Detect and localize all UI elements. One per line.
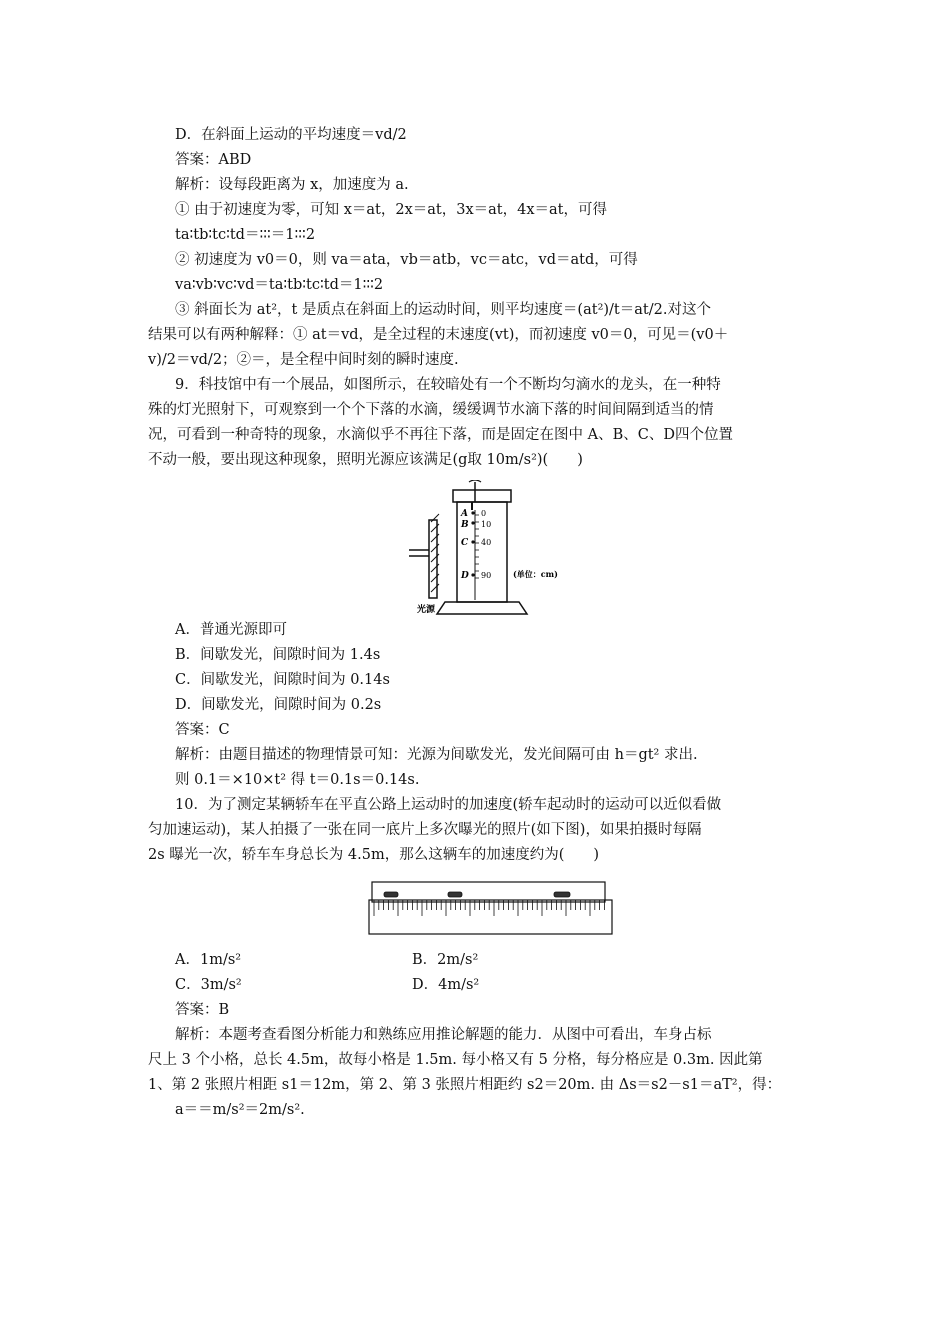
label-b: B (461, 520, 469, 530)
analysis-q10-line1: 解析：本题考查看图分析能力和熟练应用推论解题的能力．从图中可看出，车身占标 (175, 1027, 712, 1043)
scale-0: 0 (481, 509, 487, 518)
analysis-q8-step1: ① 由于初速度为零，可知 x＝at，2x＝at，3x＝at，4x＝at，可得 (175, 202, 607, 218)
analysis-q8-step2: ② 初速度为 v0＝0，则 va＝ata，vb＝atb，vc＝atc，vd＝atd，可得 (175, 252, 638, 268)
option-d-q8: D．在斜面上运动的平均速度＝vd/2 (175, 127, 407, 143)
scale-10: 10 (481, 520, 492, 529)
analysis-q9-line2: 则 0.1＝×10×t² 得 t＝0.1s＝0.14s. (175, 772, 420, 788)
analysis-q8-ratio-t: ta∶tb∶tc∶td＝∶∶∶＝1∶∶∶2 (175, 227, 316, 243)
analysis-q10-line4: a＝＝m/s²＝2m/s². (175, 1102, 305, 1118)
option-c-q10: C．3m/s² (175, 977, 242, 993)
question-10-line1: 10．为了测定某辆轿车在平直公路上运动时的加速度(轿车起动时的运动可以近似看做 (175, 797, 722, 813)
unit-label: (单位：cm) (513, 569, 558, 579)
option-d-q9: D．间歇发光，间隙时间为 0.2s (175, 697, 382, 713)
answer-q10: 答案：B (175, 1002, 230, 1018)
analysis-q8-step3-end: v)/2＝vd/2；②＝，是全程中间时刻的瞬时速度. (148, 352, 459, 368)
answer-q9: 答案：C (175, 722, 230, 738)
analysis-q8-intro: 解析：设每段距离为 x，加速度为 a. (175, 177, 409, 193)
drip-figure (395, 480, 595, 615)
option-c-q9: C．间歇发光，间隙时间为 0.14s (175, 672, 390, 688)
answer-q8: 答案：ABD (175, 152, 252, 168)
analysis-q8-step3: ③ 斜面长为 at²，t 是质点在斜面上的运动时间，则平均速度＝(at²)/t＝at/2.对这个 (175, 302, 711, 318)
analysis-q9-line1: 解析：由题目描述的物理情景可知：光源为间歇发光，发光间隔可由 h＝gt² 求出. (175, 747, 698, 763)
option-a-q9: A．普通光源即可 (175, 622, 287, 638)
question-9-line2: 殊的灯光照射下，可观察到一个个下落的水滴，缓缓调节水滴下落的时间间隔到适当的情 (148, 402, 714, 418)
car-exposure-figure (368, 880, 613, 936)
option-a-q10: A．1m/s² (175, 952, 242, 968)
question-9-line4: 不动一般，要出现这种现象，照明光源应该满足(g取 10m/s²)( ) (148, 452, 583, 468)
label-a: A (461, 509, 468, 519)
scale-40: 40 (481, 538, 492, 547)
analysis-q8-step3-cont: 结果可以有两种解释：① at＝vd，是全过程的末速度(vt)，而初速度 v0＝0，可见＝(v0＋ (148, 327, 729, 343)
option-b-q9: B．间歇发光，间隙时间为 1.4s (175, 647, 381, 663)
light-source-label: 光源 (417, 605, 436, 615)
label-d: D (461, 571, 469, 581)
question-10-line3: 2s 曝光一次，轿车车身总长为 4.5m，那么这辆车的加速度约为( ) (148, 847, 600, 863)
option-b-q10: B．2m/s² (412, 952, 479, 968)
option-d-q10: D．4m/s² (412, 977, 480, 993)
question-10-line2: 匀加速运动)，某人拍摄了一张在同一底片上多次曝光的照片(如下图)，如果拍摄时每隔 (148, 822, 702, 838)
label-c: C (461, 538, 469, 548)
question-9-line3: 况，可看到一种奇特的现象，水滴似乎不再往下落，而是固定在图中 A、B、C、D四个位置 (148, 427, 733, 443)
analysis-q10-line2: 尺上 3 个小格，总长 4.5m，故每小格是 1.5m. 每小格又有 5 分格，每分格应是 0.3m. 因此第 (148, 1052, 763, 1068)
question-9-line1: 9．科技馆中有一个展品，如图所示，在较暗处有一个不断均匀滴水的龙头，在一种特 (175, 377, 721, 393)
analysis-q8-ratio-v: va∶vb∶vc∶vd＝ta∶tb∶tc∶td＝1∶∶∶2 (175, 277, 384, 293)
analysis-q10-line3: 1、第 2 张照片相距 s1＝12m，第 2、第 3 张照片相距约 s2＝20m. 由 Δs＝s2－s1＝aT²，得： (148, 1077, 782, 1093)
scale-90: 90 (481, 571, 492, 580)
